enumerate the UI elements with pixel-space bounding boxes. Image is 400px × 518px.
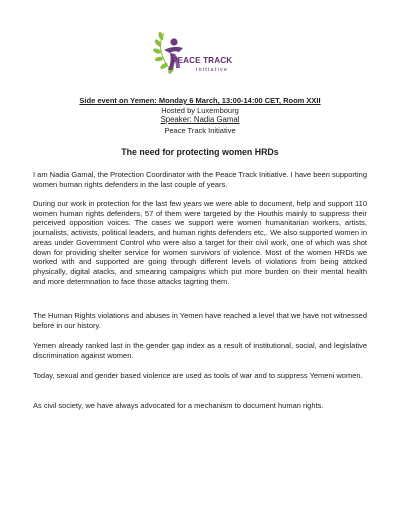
organization-name: Peace Track Initiative (164, 126, 236, 135)
logo-tagline: initiative (196, 67, 229, 73)
event-title: Side event on Yemen: Monday 6 March, 13:00-14:00 CET, Room XXII (79, 96, 321, 105)
hosted-by: Hosted by Luxembourg (161, 106, 239, 115)
paragraph-gender-gap: Yemen already ranked last in the gender gap index as a result of institutional, social, and legislative discrimination against women. (33, 341, 367, 360)
paragraph-protection-work: During our work in protection for the last few years we were able to document, help and support 110 women human rights defenders, 57 of them were targeted by the Houthis mainly to suppress their perceived opposition voices. The cases we support were women humanitarian workers, artists, journalists, activists, political leaders, and human rights defenders etc,. We also supported women in areas under Government Control who were also a target for their civil work, one of which was shot down for providing shelter service for women survivors of violence. Most of the women HRDs we worked with and supported are going through different levels of violations from being attcked physically, digital atacks, and smearing campaigns which put more burden on their mental health and more determnation to face those attacks tagrting them. (33, 199, 367, 286)
page-heading: The need for protecting women HRDs (121, 147, 279, 157)
logo-name: PEACE TRACK (172, 56, 233, 65)
paragraph-civil-society: As civil society, we have always advocated for a mechanism to document human rights. (33, 401, 324, 410)
paragraph-introduction: I am Nadia Gamal, the Protection Coordinator with the Peace Track Initiative. I have been supporting women human rights defenders in the last couple of years. (33, 170, 367, 189)
paragraph-violations: The Human Rights violations and abuses in Yemen have reached a level that we have not witnessed before in our history. (33, 311, 367, 330)
speaker-name: Speaker: Nadia Gamal (160, 115, 240, 124)
paragraph-sgbv: Today, sexual and gender based violence are used as tools of war and to suppress Yemeni women. (33, 371, 363, 380)
